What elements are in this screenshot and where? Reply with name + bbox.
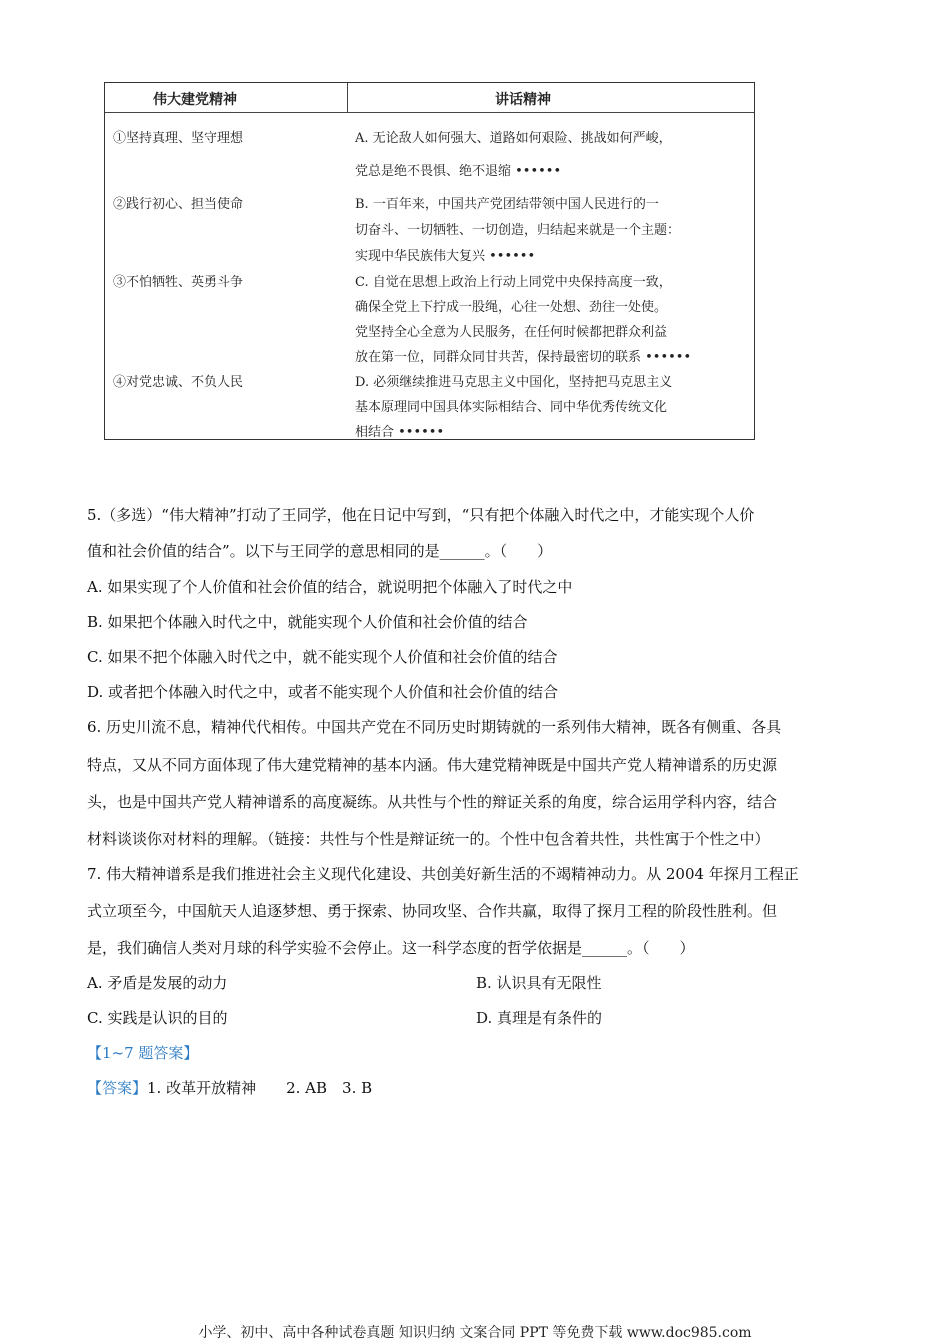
table-right-line: 实现中华民族伟大复兴 •••••• [355,249,536,264]
q6-stem-line: 头，也是中国共产党人精神谱系的高度凝练。从共性与个性的辩证关系的角度，综合运用学科内容，结合 [87,793,778,811]
table-divider [347,83,348,113]
q7-option-b: B. 认识具有无限性 [476,974,602,992]
answers-text: 1. 改革开放精神 2. AB 3. B [147,1079,373,1097]
table-right-line: D. 必须继续推进马克思主义中国化，坚持把马克思主义 [355,375,673,390]
q7-stem-line: 7. 伟大精神谱系是我们推进社会主义现代化建设、共创美好新生活的不竭精神动力。从 2004 年探月工程正 [87,865,799,883]
table-right-line: A. 无论敌人如何强大、道路如何艰险、挑战如何严峻， [355,131,672,146]
q5-option-d: D. 或者把个体融入时代之中，或者不能实现个人价值和社会价值的结合 [87,683,559,701]
table-right-line: 党坚持全心全意为人民服务，在任何时候都把群众利益 [355,325,668,340]
q5-option-b: B. 如果把个体融入时代之中，就能实现个人价值和社会价值的结合 [87,613,528,631]
q5-stem-line: 5.（多选）“伟大精神”打动了王同学，他在日记中写到，“只有把个体融入时代之中，才能实现个人价 [87,506,755,524]
table-right-line: C. 自觉在思想上政治上行动上同党中央保持高度一致， [355,275,672,290]
table-header-left: 伟大建党精神 [153,92,237,108]
q7-stem-line: 式立项至今，中国航天人追逐梦想、勇于探索、协同攻坚、合作共赢，取得了探月工程的阶段性胜利。但 [87,902,778,920]
table-header-right: 讲话精神 [495,92,551,108]
table-left-item: ④对党忠诚、不负人民 [113,375,244,390]
spirit-comparison-table [104,82,755,440]
q6-stem-line: 6. 历史川流不息，精神代代相传。中国共产党在不同历史时期铸就的一系列伟大精神，既各有侧重、各具 [87,718,782,736]
q6-stem-line: 材料谈谈你对材料的理解。（链接：共性与个性是辩证统一的。个性中包含着共性，共性寓于个性之中） [87,830,770,848]
q5-option-c: C. 如果不把个体融入时代之中，就不能实现个人价值和社会价值的结合 [87,648,558,666]
table-left-item: ②践行初心、担当使命 [113,197,244,212]
table-right-line: 基本原理同中国具体实际相结合、同中华优秀传统文化 [355,400,668,415]
page-footer: 小学、初中、高中各种试卷真题 知识归纳 文案合同 PPT 等免费下载 www.doc985.com [198,1325,752,1341]
table-right-line: 切奋斗、一切牺牲、一切创造，归结起来就是一个主题： [355,223,681,238]
q7-option-c: C. 实践是认识的目的 [87,1009,228,1027]
q7-option-d: D. 真理是有条件的 [476,1009,603,1027]
table-right-line: B. 一百年来，中国共产党团结带领中国人民进行的一 [355,197,659,212]
answers-line [87,1078,372,1098]
table-right-line: 确保全党上下拧成一股绳，心往一处想、劲往一处使。 [355,300,668,315]
q7-stem-line: 是，我们确信人类对月球的科学实验不会停止。这一科学态度的哲学依据是______。（ ） [87,939,695,957]
q7-option-a: A. 矛盾是发展的动力 [87,974,228,992]
answers-heading: 【1~7 题答案】 [87,1044,199,1062]
table-left-item: ①坚持真理、坚守理想 [113,131,244,146]
q5-stem-line: 值和社会价值的结合”。以下与王同学的意思相同的是______。（ ） [87,542,553,560]
table-right-line: 放在第一位，同群众同甘共苦，保持最密切的联系 •••••• [355,350,692,365]
q5-option-a: A. 如果实现了个人价值和社会价值的结合，就说明把个体融入了时代之中 [87,578,573,596]
table-left-item: ③不怕牺牲、英勇斗争 [113,275,244,290]
table-right-line: 党总是绝不畏惧、绝不退缩 •••••• [355,164,562,179]
q6-stem-line: 特点，又从不同方面体现了伟大建党精神的基本内涵。伟大建党精神既是中国共产党人精神谱系的历史源 [87,756,778,774]
table-header [105,83,754,113]
table-right-line: 相结合 •••••• [355,425,445,440]
answers-label: 【答案】 [87,1079,148,1097]
